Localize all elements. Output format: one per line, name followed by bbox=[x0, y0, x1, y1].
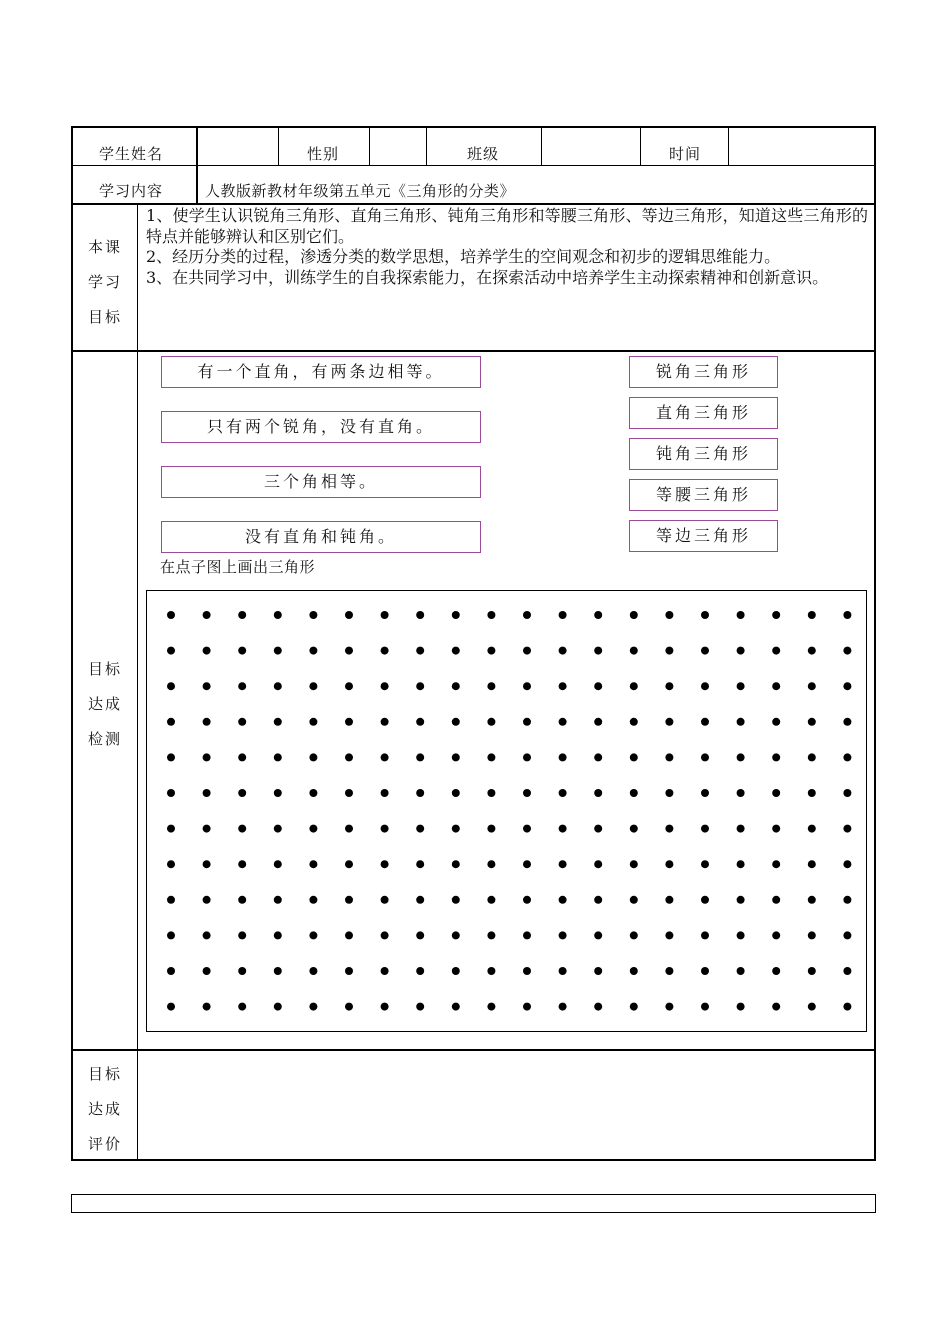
grid-dot[interactable] bbox=[772, 789, 780, 797]
grid-dot[interactable] bbox=[381, 967, 389, 975]
grid-dot[interactable] bbox=[309, 931, 317, 939]
grid-dot[interactable] bbox=[665, 860, 673, 868]
goal-item-2: 2、经历分类的过程，渗透分类的数学思想，培养学生的空间观念和初步的逻辑思维能力。 bbox=[146, 247, 781, 266]
type-box-isosceles[interactable]: 等腰三角形 bbox=[629, 479, 778, 511]
grid-dot[interactable] bbox=[274, 789, 282, 797]
grid-dot[interactable] bbox=[808, 611, 816, 619]
grid-dot[interactable] bbox=[594, 967, 602, 975]
grid-dot[interactable] bbox=[665, 896, 673, 904]
statement-box-3[interactable]: 三个角相等。 bbox=[161, 466, 481, 498]
grid-dot[interactable] bbox=[274, 967, 282, 975]
grid-dot[interactable] bbox=[843, 860, 851, 868]
grid-dot[interactable] bbox=[594, 825, 602, 833]
grid-dot[interactable] bbox=[345, 1003, 353, 1011]
grid-dot[interactable] bbox=[167, 611, 175, 619]
type-box-acute[interactable]: 锐角三角形 bbox=[629, 356, 778, 388]
grid-dot[interactable] bbox=[594, 647, 602, 655]
grid-dot[interactable] bbox=[487, 718, 495, 726]
evaluation-label bbox=[80, 1057, 130, 1162]
grid-dot[interactable] bbox=[701, 789, 709, 797]
grid-dot[interactable] bbox=[345, 967, 353, 975]
grid-dot[interactable] bbox=[808, 931, 816, 939]
grid-dot[interactable] bbox=[630, 611, 638, 619]
grid-dot[interactable] bbox=[452, 647, 460, 655]
grid-dot[interactable] bbox=[559, 789, 567, 797]
grid-dot[interactable] bbox=[559, 611, 567, 619]
grid-dot[interactable] bbox=[630, 753, 638, 761]
grid-dot[interactable] bbox=[843, 753, 851, 761]
grid-dot[interactable] bbox=[523, 825, 531, 833]
grid-dot[interactable] bbox=[808, 860, 816, 868]
grid-dot[interactable] bbox=[701, 682, 709, 690]
table-border-right bbox=[874, 126, 876, 1161]
grid-dot[interactable] bbox=[452, 1003, 460, 1011]
grid-dot[interactable] bbox=[665, 647, 673, 655]
grid-dot[interactable] bbox=[701, 896, 709, 904]
grid-dot[interactable] bbox=[274, 753, 282, 761]
grid-dot[interactable] bbox=[772, 825, 780, 833]
gender-field[interactable] bbox=[370, 128, 426, 165]
grid-dot[interactable] bbox=[523, 1003, 531, 1011]
grid-dot[interactable] bbox=[345, 682, 353, 690]
time-label: 时间 bbox=[669, 145, 702, 163]
grid-dot[interactable] bbox=[772, 931, 780, 939]
statement-box-1[interactable]: 有一个直角，有两条边相等。 bbox=[161, 356, 481, 388]
grid-dot[interactable] bbox=[701, 611, 709, 619]
hcol-6 bbox=[640, 126, 641, 166]
grid-dot[interactable] bbox=[345, 647, 353, 655]
grid-dot[interactable] bbox=[487, 896, 495, 904]
grid-dot[interactable] bbox=[309, 789, 317, 797]
grid-dot[interactable] bbox=[167, 718, 175, 726]
dot-grid[interactable] bbox=[146, 590, 867, 1032]
grid-dot[interactable] bbox=[416, 753, 424, 761]
grid-dot[interactable] bbox=[843, 718, 851, 726]
grid-dot[interactable] bbox=[381, 789, 389, 797]
grid-dot[interactable] bbox=[274, 682, 282, 690]
grid-dot[interactable] bbox=[843, 1003, 851, 1011]
grid-dot[interactable] bbox=[843, 789, 851, 797]
grid-dot[interactable] bbox=[203, 753, 211, 761]
grid-dot[interactable] bbox=[772, 718, 780, 726]
grid-dot[interactable] bbox=[559, 718, 567, 726]
grid-dot[interactable] bbox=[309, 753, 317, 761]
grid-dot[interactable] bbox=[665, 931, 673, 939]
grid-dot[interactable] bbox=[381, 896, 389, 904]
grid-dot[interactable] bbox=[238, 825, 246, 833]
grid-dot[interactable] bbox=[630, 789, 638, 797]
grid-dot[interactable] bbox=[167, 1003, 175, 1011]
grid-dot[interactable] bbox=[452, 825, 460, 833]
hcol-4 bbox=[426, 126, 427, 166]
grid-dot[interactable] bbox=[452, 753, 460, 761]
check-label-1: 目标 bbox=[87, 660, 122, 678]
grid-dot[interactable] bbox=[416, 860, 424, 868]
grid-dot[interactable] bbox=[203, 789, 211, 797]
grid-dot[interactable] bbox=[309, 967, 317, 975]
grid-dot[interactable] bbox=[737, 860, 745, 868]
grid-dot[interactable] bbox=[274, 1003, 282, 1011]
class-label: 班级 bbox=[467, 145, 500, 163]
check-label-3: 检测 bbox=[87, 730, 122, 748]
type-box-obtuse[interactable]: 钝角三角形 bbox=[629, 438, 778, 470]
grid-dot[interactable] bbox=[772, 647, 780, 655]
grid-dot[interactable] bbox=[416, 1003, 424, 1011]
grid-dot[interactable] bbox=[452, 896, 460, 904]
grid-dot[interactable] bbox=[487, 931, 495, 939]
grid-dot[interactable] bbox=[737, 1003, 745, 1011]
grid-dot[interactable] bbox=[274, 896, 282, 904]
grid-dot[interactable] bbox=[701, 860, 709, 868]
grid-dot[interactable] bbox=[630, 718, 638, 726]
check-label-2: 达成 bbox=[87, 695, 122, 713]
grid-dot[interactable] bbox=[594, 682, 602, 690]
grid-dot[interactable] bbox=[416, 967, 424, 975]
grid-dot[interactable] bbox=[665, 825, 673, 833]
grid-dot[interactable] bbox=[523, 789, 531, 797]
grid-dot[interactable] bbox=[274, 931, 282, 939]
grid-dot[interactable] bbox=[238, 1003, 246, 1011]
grid-dot[interactable] bbox=[452, 682, 460, 690]
grid-dot[interactable] bbox=[701, 1003, 709, 1011]
row-sep-2 bbox=[71, 203, 876, 205]
grid-dot[interactable] bbox=[843, 931, 851, 939]
type-box-right[interactable]: 直角三角形 bbox=[629, 397, 778, 429]
grid-dot[interactable] bbox=[238, 931, 246, 939]
grid-dot[interactable] bbox=[630, 896, 638, 904]
grid-dot[interactable] bbox=[772, 967, 780, 975]
grid-dot[interactable] bbox=[452, 611, 460, 619]
goals-label bbox=[80, 230, 130, 335]
grid-dot[interactable] bbox=[345, 718, 353, 726]
grid-dot[interactable] bbox=[203, 682, 211, 690]
grid-dot[interactable] bbox=[416, 682, 424, 690]
grid-dot[interactable] bbox=[381, 753, 389, 761]
grid-dot[interactable] bbox=[559, 896, 567, 904]
grid-dot[interactable] bbox=[559, 825, 567, 833]
grid-dot[interactable] bbox=[416, 931, 424, 939]
grid-dot[interactable] bbox=[309, 611, 317, 619]
grid-dot[interactable] bbox=[843, 682, 851, 690]
goal-item-1: 1、使学生认识锐角三角形、直角三角形、钝角三角形和等腰三角形、等边三角形，知道这些三角形的特点并能够辨认和区别它们。 bbox=[146, 206, 868, 246]
grid-dot[interactable] bbox=[309, 682, 317, 690]
grid-dot[interactable] bbox=[737, 753, 745, 761]
grid-dot[interactable] bbox=[808, 1003, 816, 1011]
grid-dot[interactable] bbox=[238, 860, 246, 868]
grid-dot[interactable] bbox=[274, 718, 282, 726]
evaluation-area[interactable] bbox=[139, 1051, 874, 1159]
grid-dot[interactable] bbox=[701, 825, 709, 833]
grid-dot[interactable] bbox=[203, 718, 211, 726]
grid-dot[interactable] bbox=[808, 753, 816, 761]
table-border-left bbox=[71, 126, 73, 1161]
grid-dot[interactable] bbox=[665, 611, 673, 619]
goals-label-1: 本课 bbox=[87, 238, 122, 256]
grid-dot[interactable] bbox=[594, 789, 602, 797]
grid-dot[interactable] bbox=[167, 647, 175, 655]
grid-dot[interactable] bbox=[167, 967, 175, 975]
grid-dot[interactable] bbox=[381, 825, 389, 833]
grid-dot[interactable] bbox=[630, 825, 638, 833]
grid-dot[interactable] bbox=[345, 825, 353, 833]
study-content-value: 人教版新教材年级第五单元《三角形的分类》 bbox=[205, 182, 516, 200]
row-sep-1 bbox=[71, 165, 876, 166]
grid-dot[interactable] bbox=[203, 611, 211, 619]
grid-dot[interactable] bbox=[452, 931, 460, 939]
grid-dot[interactable] bbox=[238, 647, 246, 655]
grid-dot[interactable] bbox=[665, 967, 673, 975]
grid-dot[interactable] bbox=[309, 718, 317, 726]
grid-dot[interactable] bbox=[452, 860, 460, 868]
grid-dot[interactable] bbox=[665, 753, 673, 761]
grid-dot[interactable] bbox=[843, 647, 851, 655]
grid-dot[interactable] bbox=[381, 718, 389, 726]
grid-dot[interactable] bbox=[203, 967, 211, 975]
grid-dot[interactable] bbox=[381, 931, 389, 939]
statement-box-4[interactable]: 没有直角和钝角。 bbox=[161, 521, 481, 553]
grid-dot[interactable] bbox=[523, 896, 531, 904]
grid-dot[interactable] bbox=[523, 931, 531, 939]
grid-dot[interactable] bbox=[737, 789, 745, 797]
grid-dot[interactable] bbox=[772, 896, 780, 904]
grid-dot[interactable] bbox=[630, 967, 638, 975]
grid-dot[interactable] bbox=[487, 825, 495, 833]
grid-dot[interactable] bbox=[238, 896, 246, 904]
grid-dot[interactable] bbox=[559, 647, 567, 655]
grid-dot[interactable] bbox=[737, 967, 745, 975]
grid-dot[interactable] bbox=[487, 967, 495, 975]
grid-dot[interactable] bbox=[630, 682, 638, 690]
grid-dot[interactable] bbox=[523, 647, 531, 655]
grid-dot[interactable] bbox=[381, 1003, 389, 1011]
evaluation-label-2: 达成 bbox=[87, 1100, 122, 1118]
grid-dot[interactable] bbox=[594, 611, 602, 619]
grid-dot[interactable] bbox=[309, 896, 317, 904]
grid-dot[interactable] bbox=[523, 682, 531, 690]
dot-instruction: 在点子图上画出三角形 bbox=[160, 558, 316, 576]
grid-dot[interactable] bbox=[345, 789, 353, 797]
grid-dot[interactable] bbox=[452, 718, 460, 726]
grid-dot[interactable] bbox=[381, 860, 389, 868]
grid-dot[interactable] bbox=[808, 967, 816, 975]
grid-dot[interactable] bbox=[523, 753, 531, 761]
grid-dot[interactable] bbox=[630, 647, 638, 655]
grid-dot[interactable] bbox=[416, 718, 424, 726]
grid-dot[interactable] bbox=[274, 647, 282, 655]
grid-dot[interactable] bbox=[808, 682, 816, 690]
grid-dot[interactable] bbox=[238, 967, 246, 975]
grid-dot[interactable] bbox=[381, 647, 389, 655]
grid-dot[interactable] bbox=[559, 753, 567, 761]
grid-dot[interactable] bbox=[416, 789, 424, 797]
grid-dot[interactable] bbox=[523, 611, 531, 619]
grid-dot[interactable] bbox=[843, 825, 851, 833]
grid-dot[interactable] bbox=[594, 1003, 602, 1011]
grid-dot[interactable] bbox=[772, 682, 780, 690]
grid-dot[interactable] bbox=[452, 789, 460, 797]
grid-dot[interactable] bbox=[167, 896, 175, 904]
grid-dot[interactable] bbox=[701, 753, 709, 761]
label-col-divider bbox=[137, 204, 138, 1160]
hcol-2 bbox=[278, 126, 279, 166]
grid-dot[interactable] bbox=[167, 789, 175, 797]
grid-dot[interactable] bbox=[701, 931, 709, 939]
grid-dot[interactable] bbox=[630, 860, 638, 868]
grid-dot[interactable] bbox=[808, 789, 816, 797]
grid-dot[interactable] bbox=[309, 825, 317, 833]
grid-dot[interactable] bbox=[559, 967, 567, 975]
grid-dot[interactable] bbox=[594, 718, 602, 726]
grid-dot[interactable] bbox=[274, 611, 282, 619]
grid-dot[interactable] bbox=[737, 682, 745, 690]
grid-dot[interactable] bbox=[737, 825, 745, 833]
study-content-label: 学习内容 bbox=[99, 182, 164, 200]
grid-dot[interactable] bbox=[203, 825, 211, 833]
grid-dot[interactable] bbox=[345, 896, 353, 904]
grid-dot[interactable] bbox=[772, 753, 780, 761]
grid-dot[interactable] bbox=[238, 682, 246, 690]
student-name-label: 学生姓名 bbox=[99, 145, 164, 163]
grid-dot[interactable] bbox=[523, 860, 531, 868]
grid-dot[interactable] bbox=[594, 896, 602, 904]
row-sep-3 bbox=[71, 350, 876, 352]
grid-dot[interactable] bbox=[167, 825, 175, 833]
grid-dot[interactable] bbox=[808, 647, 816, 655]
grid-dot[interactable] bbox=[167, 753, 175, 761]
grid-dot[interactable] bbox=[594, 753, 602, 761]
evaluation-label-1: 目标 bbox=[87, 1065, 122, 1083]
grid-dot[interactable] bbox=[416, 896, 424, 904]
grid-dot[interactable] bbox=[559, 682, 567, 690]
time-field[interactable] bbox=[729, 128, 874, 165]
grid-dot[interactable] bbox=[487, 611, 495, 619]
footer-box bbox=[71, 1194, 876, 1213]
grid-dot[interactable] bbox=[345, 753, 353, 761]
grid-dot[interactable] bbox=[238, 753, 246, 761]
statement-box-2[interactable]: 只有两个锐角，没有直角。 bbox=[161, 411, 481, 443]
grid-dot[interactable] bbox=[416, 825, 424, 833]
grid-dot[interactable] bbox=[737, 931, 745, 939]
grid-dot[interactable] bbox=[416, 611, 424, 619]
grid-dot[interactable] bbox=[167, 682, 175, 690]
goals-label-3: 目标 bbox=[87, 308, 122, 326]
grid-dot[interactable] bbox=[203, 896, 211, 904]
grid-dot[interactable] bbox=[345, 611, 353, 619]
grid-dot[interactable] bbox=[559, 931, 567, 939]
grid-dot[interactable] bbox=[381, 682, 389, 690]
grid-dot[interactable] bbox=[203, 1003, 211, 1011]
grid-dot[interactable] bbox=[772, 860, 780, 868]
grid-dot[interactable] bbox=[238, 718, 246, 726]
grid-dot[interactable] bbox=[309, 1003, 317, 1011]
grid-dot[interactable] bbox=[416, 647, 424, 655]
type-box-equilateral[interactable]: 等边三角形 bbox=[629, 520, 778, 552]
grid-dot[interactable] bbox=[381, 611, 389, 619]
grid-dot[interactable] bbox=[701, 647, 709, 655]
grid-dot[interactable] bbox=[487, 860, 495, 868]
grid-dot[interactable] bbox=[808, 718, 816, 726]
grid-dot[interactable] bbox=[737, 718, 745, 726]
grid-dot[interactable] bbox=[487, 753, 495, 761]
grid-dot[interactable] bbox=[772, 1003, 780, 1011]
grid-dot[interactable] bbox=[487, 789, 495, 797]
grid-dot[interactable] bbox=[203, 860, 211, 868]
goals-text bbox=[146, 206, 868, 288]
grid-dot[interactable] bbox=[630, 1003, 638, 1011]
evaluation-label-3: 评价 bbox=[87, 1135, 122, 1153]
grid-dot[interactable] bbox=[523, 967, 531, 975]
grid-dot[interactable] bbox=[630, 931, 638, 939]
grid-dot[interactable] bbox=[559, 860, 567, 868]
dot-grid-svg bbox=[147, 591, 865, 1030]
grid-dot[interactable] bbox=[843, 896, 851, 904]
grid-dot[interactable] bbox=[737, 611, 745, 619]
grid-dot[interactable] bbox=[737, 647, 745, 655]
grid-dot[interactable] bbox=[559, 1003, 567, 1011]
grid-dot[interactable] bbox=[274, 825, 282, 833]
grid-dot[interactable] bbox=[808, 825, 816, 833]
grid-dot[interactable] bbox=[665, 718, 673, 726]
grid-dot[interactable] bbox=[594, 860, 602, 868]
grid-dot[interactable] bbox=[594, 931, 602, 939]
grid-dot[interactable] bbox=[843, 967, 851, 975]
grid-dot[interactable] bbox=[238, 611, 246, 619]
grid-dot[interactable] bbox=[345, 931, 353, 939]
grid-dot[interactable] bbox=[487, 682, 495, 690]
grid-dot[interactable] bbox=[665, 789, 673, 797]
grid-dot[interactable] bbox=[487, 1003, 495, 1011]
grid-dot[interactable] bbox=[487, 647, 495, 655]
grid-dot[interactable] bbox=[274, 860, 282, 868]
grid-dot[interactable] bbox=[167, 931, 175, 939]
grid-dot[interactable] bbox=[737, 896, 745, 904]
grid-dot[interactable] bbox=[843, 611, 851, 619]
grid-dot[interactable] bbox=[309, 860, 317, 868]
check-label bbox=[80, 652, 130, 757]
grid-dot[interactable] bbox=[701, 718, 709, 726]
grid-dot[interactable] bbox=[203, 931, 211, 939]
grid-dot[interactable] bbox=[772, 611, 780, 619]
grid-dot[interactable] bbox=[523, 718, 531, 726]
grid-dot[interactable] bbox=[203, 647, 211, 655]
grid-dot[interactable] bbox=[309, 647, 317, 655]
grid-dot[interactable] bbox=[452, 967, 460, 975]
grid-dot[interactable] bbox=[701, 967, 709, 975]
goals-label-2: 学习 bbox=[87, 273, 122, 291]
grid-dot[interactable] bbox=[665, 1003, 673, 1011]
student-name-field[interactable] bbox=[198, 128, 278, 165]
grid-dot[interactable] bbox=[665, 682, 673, 690]
grid-dot[interactable] bbox=[345, 860, 353, 868]
goal-item-3: 3、在共同学习中，训练学生的自我探索能力，在探索活动中培养学生主动探索精神和创新意识。 bbox=[146, 267, 829, 287]
grid-dot[interactable] bbox=[238, 789, 246, 797]
class-field[interactable] bbox=[542, 128, 640, 165]
grid-dot[interactable] bbox=[808, 896, 816, 904]
grid-dot[interactable] bbox=[167, 860, 175, 868]
table-border-bottom bbox=[71, 1159, 876, 1161]
gender-label: 性别 bbox=[307, 145, 340, 163]
